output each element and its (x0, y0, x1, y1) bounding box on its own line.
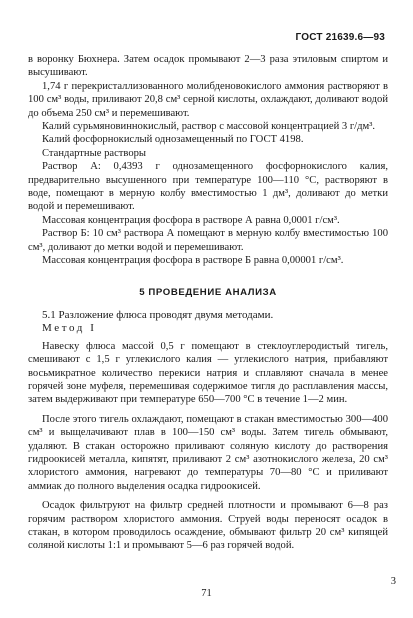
corner-page-number: 3 (390, 576, 396, 587)
paragraph: Массовая концентрация фосфора в растворе А равна 0,0001 г/см³. (42, 214, 340, 226)
paragraph: Осадок фильтруют на фильтр средней плотности и промывают 6—8 раз горячим раствором хлористого аммония. Струей воды переносят осадок в стакан, в котором проводилось осаждение, обмывают фильтр 20 см³ кипящей соляной кислоты 1:1 и промывают 5—6 раз горячей водой. (28, 500, 388, 552)
paragraph: Раствор Б: 10 см³ раствора А помещают в мерную колбу вместимостью 100 см³, доливают до метки водой и перемешивают. (28, 228, 388, 253)
method-heading: Метод I (42, 322, 97, 335)
document-body (28, 53, 388, 553)
paragraph: Калий сурьмяновиннокислый, раствор с массовой концентрацией 3 г/дм³. (42, 121, 376, 133)
paragraph: Массовая концентрация фосфора в растворе Б равна 0,00001 г/см³. (42, 255, 344, 267)
paragraph: После этого тигель охлаждают, помещают в стакан вместимостью 300—400 см³ и выщелачивают плав в 100—150 см³ воды. Затем тигель обмывают, удаляют. В стакан осторожно приливают соляную кислоту до растворения гидроокисей металла, кипятят, приливают 2 см³ азотнокислого железа, 20 см³ хлористого аммония, нагревают до температуры 70—80 °С и приливают аммиак до полного выделения осадка гидроокисей. (28, 413, 388, 492)
paragraph: Навеску флюса массой 0,5 г помещают в стеклоуглеродистый тигель, смешивают с 1,5 г углекислого калия — углекислого натрия, прибавляют восьмикратное количество перекиси натрия и сплавляют сначала в менее горячей зоне муфеля, перемешивая содержимое тигля до расплавления массы, затем выдерживают при температуре 650—700 °С в течение 1—2 мин. (28, 340, 388, 406)
paragraph: Раствор А: 0,4393 г однозамещенного фосфорнокислого калия, предварительно высушенного при температуре 100—110 °С, растворяют в воде, помещают в мерную колбу вместимостью 1 дм³, доливают до метки водой и перемешивают. (28, 161, 388, 213)
paragraph: Калий фосфорнокислый однозамещенный по ГОСТ 4198. (42, 134, 304, 146)
subsection-heading: 5.1 Разложение флюса проводят двумя методами. (42, 308, 274, 321)
document-code-header: ГОСТ 21639.6—93 (295, 32, 385, 43)
subheading-standard-solutions: Стандартные растворы (42, 147, 147, 159)
paragraph: в воронку Бюхнера. Затем осадок промывают 2—3 раза этиловым спиртом и высушивают. (28, 54, 388, 79)
paragraph: 1,74 г перекристаллизованного молибденовокислого аммония растворяют в 100 см³ воды, приливают 20,8 см³ серной кислоты, охлаждают, доливают водой до объема 250 см³ и перемешивают. (28, 80, 388, 119)
section-title: 5 ПРОВЕДЕНИЕ АНАЛИЗА (139, 286, 277, 298)
page-number: 71 (201, 588, 212, 599)
